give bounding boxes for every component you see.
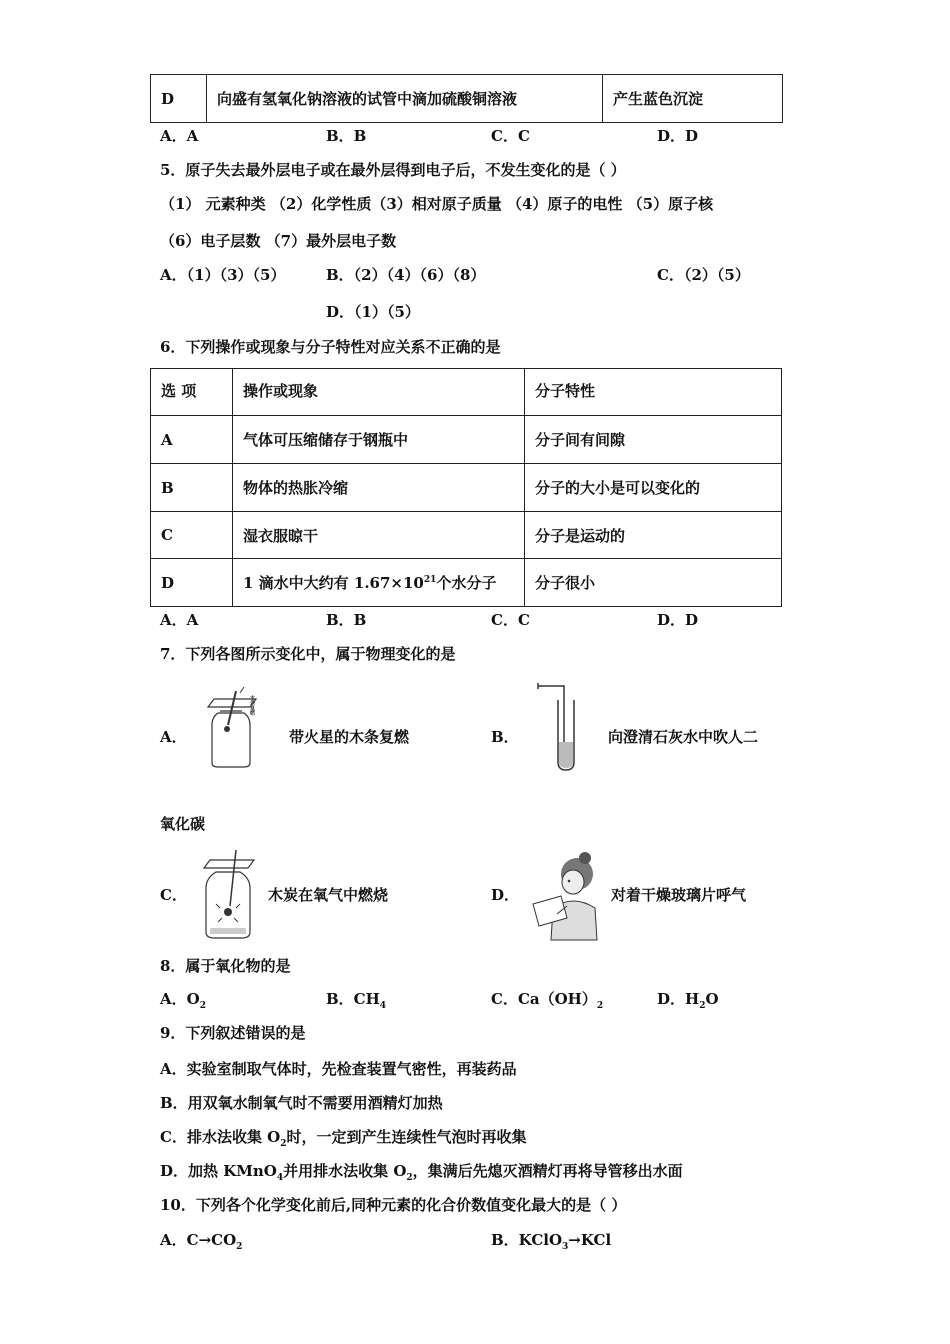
q4-row-label: D [151, 75, 207, 123]
q4-row-phenomenon: 产生蓝色沉淀 [603, 75, 783, 123]
q4-row-operation: 向盛有氢氧化钠溶液的试管中滴加硫酸铜溶液 [207, 75, 603, 123]
q6-stem: 6．下列操作或现象与分子特性对应关系不正确的是 [160, 338, 501, 356]
q7-d-text: 对着干燥玻璃片呼气 [611, 886, 747, 904]
q8-option-a: A．$O_2$ [160, 990, 206, 1011]
q6-header-operation: 操作或现象 [233, 369, 525, 416]
q5-option-b: B．（2）（4）（6）（8） [326, 266, 486, 284]
table-row [151, 416, 782, 464]
q8-option-d: D．$H_2O$ [657, 990, 719, 1011]
q4-option-d: D．D [657, 127, 699, 145]
q8-option-b: B．$CH_4$ [326, 990, 387, 1011]
q6-row-operation: 湿衣服晾干 [233, 512, 525, 559]
q6-row-property: 分子的大小是可以变化的 [525, 464, 782, 512]
q4-option-c: C．C [491, 127, 530, 145]
q6-option-b: B．B [326, 611, 367, 629]
q5-option-d: D．（1）（5） [326, 303, 420, 321]
q6-row-label: D [151, 559, 233, 607]
q9-option-c: C．排水法收集 $O_2$时，一定到产生连续性气泡时再收集 [160, 1128, 527, 1149]
q8-stem: 8．属于氧化物的是 [160, 957, 291, 975]
q10-stem: 10．下列各个化学变化前后,同种元素的化合价数值变化最大的是（ ） [160, 1196, 627, 1214]
jar-splint-caption: 木条复燃 [249, 695, 255, 715]
q6-option-a: A．A [160, 611, 199, 629]
girl-breathing-figure [527, 848, 607, 943]
q7-a-text: 带火星的木条复燃 [289, 728, 410, 746]
q6-table [150, 368, 782, 607]
q7-d-label: D． [491, 886, 520, 904]
q8-option-c: C．$Ca(OH)_2$ [491, 990, 604, 1011]
q6-row-property: 分子很小 [525, 559, 782, 607]
test-tube-figure [534, 680, 584, 775]
table-row [151, 512, 782, 559]
q7-a-label: A． [160, 728, 187, 746]
q10-option-a: A．$C\to CO_2$ [160, 1231, 243, 1252]
q7-stem: 7．下列各图所示变化中，属于物理变化的是 [160, 645, 456, 663]
q5-stem: 5．原子失去最外层电子或在最外层得到电子后，不发生变化的是（ ） [160, 161, 626, 179]
q6-option-c: C．C [491, 611, 530, 629]
table-row [151, 559, 782, 607]
q6-row-operation: 气体可压缩储存于钢瓶中 [233, 416, 525, 464]
q5-option-c: C．（2）（5） [657, 266, 750, 284]
q9-option-d: D．加热 KMnO$_4$并用排水法收集 $O_2$，集满后先熄灭酒精灯再将导管移出水面 [160, 1162, 683, 1183]
jar-splint-figure [190, 685, 270, 775]
q6-row-label: B [151, 464, 233, 512]
q9-option-a: A．实验室制取气体时，先检查装置气密性，再装药品 [160, 1060, 517, 1078]
q7-c-text: 木炭在氧气中燃烧 [268, 886, 389, 904]
q6-row-label: C [151, 512, 233, 559]
q5-option-a: A．（1）（3）（5） [160, 266, 286, 284]
table-row [151, 464, 782, 512]
q6-row-operation: 1 滴水中大约有 $1.67\times 10^{21}$个水分子 [233, 559, 525, 607]
q7-b-label: B． [491, 728, 519, 746]
q9-stem: 9．下列叙述错误的是 [160, 1024, 306, 1042]
q6-header-option: 选 项 [151, 369, 233, 416]
q5-line1: （1） 元素种类 （2）化学性质（3）相对原子质量 （4）原子的电性 （5）原子核 [160, 195, 714, 213]
q10-option-b: B．KClO$_3$→KCl [491, 1231, 612, 1252]
charcoal-jar-figure [198, 848, 268, 943]
q6-option-d: D．D [657, 611, 699, 629]
q7-b-text-continued: 氧化碳 [160, 815, 206, 833]
q6-row-label: A [151, 416, 233, 464]
q6-row-operation: 物体的热胀冷缩 [233, 464, 525, 512]
q4-table [150, 74, 783, 123]
q6-row-property: 分子间有间隙 [525, 416, 782, 464]
q7-b-text: 向澄清石灰水中吹人二 [608, 728, 759, 746]
q7-c-label: C． [160, 886, 187, 904]
q6-row-property: 分子是运动的 [525, 512, 782, 559]
q5-line2: （6）电子层数 （7）最外层电子数 [160, 232, 397, 250]
q6-header-property: 分子特性 [525, 369, 782, 416]
q9-option-b: B．用双氧水制氧气时不需要用酒精灯加热 [160, 1094, 443, 1112]
q4-option-a: A．A [160, 127, 199, 145]
q4-option-b: B．B [326, 127, 367, 145]
